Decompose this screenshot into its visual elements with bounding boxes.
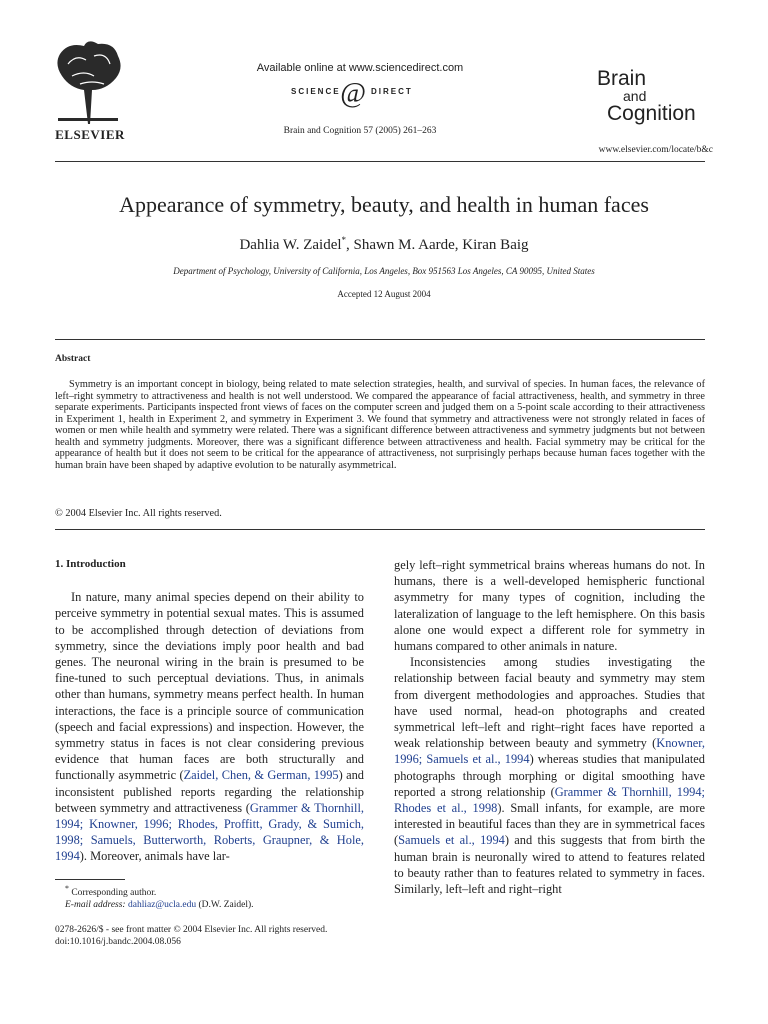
sd-logo-right: DIRECT (371, 87, 413, 96)
email-link[interactable]: dahliaz@ucla.edu (127, 900, 197, 911)
intro-text-segment: In nature, many animal species depend on their ability to perceive symmetry in potential sexual mates. This is assumed to be accomplished through detection of deviations from symmetry, since the deviations imply poor health and bad genes. The neuronal wiring in the brain is presumed to be fine-tuned to such perceptual deviations. Thus, in animals other than humans, symmetry means perfect health. In human interactions, the face is a principle source of communication (speech and facial expressions) and inspection. However, the symmetry status in faces is not clear considering previous evidence that human faces are both structurally and functionally asymmetric ( (55, 590, 364, 783)
section-heading: 1. Introduction (55, 558, 126, 570)
citation-link[interactable]: Grammer & Thornhill, 1994; Rhodes et al., 1998 (394, 784, 705, 816)
doi-line: doi:10.1016/j.bandc.2004.08.056 (55, 937, 181, 947)
sd-logo-left: SCIENCE (291, 87, 341, 96)
body-text-segment: ). Small infants, for example, are more interested in beautiful faces than they are in symmetrical faces ( (394, 801, 705, 848)
author-name: Dahlia W. Zaidel (239, 237, 342, 253)
svg-text:@: @ (340, 78, 366, 108)
abstract-bottom-rule (55, 529, 705, 530)
footnote-mark: * (65, 884, 69, 893)
footnote-rule (55, 879, 125, 880)
intro-text-segment: ). Moreover, animals have lar- (79, 849, 230, 864)
abstract-copyright: © 2004 Elsevier Inc. All rights reserved. (55, 508, 222, 519)
citation-link[interactable]: Knowner, 1996; Samuels et al., 1994 (394, 736, 705, 767)
available-online-text: Available online at www.sciencedirect.com (256, 62, 464, 74)
accepted-date: Accepted 12 August 2004 (337, 289, 431, 299)
abstract-top-rule (55, 339, 705, 340)
citation-link[interactable]: Zaidel, Chen, & German, 1995 (183, 768, 339, 783)
issn-line: 0278-2626/$ - see front matter © 2004 Elsevier Inc. All rights reserved. (55, 925, 328, 935)
affiliation: Department of Psychology, University of California, Los Angeles, Box 951563 Los Angeles, CA 90095, United States (173, 266, 595, 276)
body-text-segment: ) and this suggests that from birth the human brain is neuronally wired to attend to features related to beauty rather than to features related to symmetry in faces. Similarly, left–left and right–right (394, 833, 705, 897)
footnote-label: Corresponding author. (71, 888, 157, 899)
journal-logo-word-2: and (623, 88, 647, 104)
inconsistencies-paragraph (394, 654, 705, 897)
body-text-segment: Inconsistencies among studies investigating the relationship between facial beauty and symmetry may stem from divergent methodologies and approaches. Studies that have used normal, head-on photographs and created symmetrical left–left and right–right faces have reported a weak relationship between beauty and symmetry ( (394, 655, 705, 751)
elsevier-tree-logo-icon (50, 40, 126, 126)
intro-text-segment: ) and inconsistent published reports regarding the relationship between symmetry and attractiveness ( (55, 768, 365, 815)
continuation-paragraph: gely left–right symmetrical brains whereas humans do not. In humans, there is a well-developed hemispheric functional asymmetry for many types of cognition, including the lateralization of language to the left hemisphere. On this basis alone one would expect a different role for symmetry in humans compared to other animals in nature. (394, 558, 705, 654)
abstract-heading: Abstract (55, 354, 91, 364)
email-owner: (D.W. Zaidel). (198, 900, 254, 911)
bottom-info (55, 924, 385, 948)
body-right-column (394, 557, 705, 897)
author-separator: , (454, 237, 463, 253)
citation-link[interactable]: Grammer & Thornhill, 1994; Knowner, 1996; Rhodes, Proffitt, Grady, & Sumich, 1998; Samuels, Butterworth, Roberts, Graupner, & Hole, 1994 (55, 800, 364, 864)
sciencedirect-logo (285, 78, 445, 108)
journal-citation: Brain and Cognition 57 (2005) 261–263 (283, 126, 437, 136)
intro-paragraph (55, 589, 364, 864)
email-label: E-mail address: (65, 900, 126, 911)
body-left-column (55, 556, 364, 865)
journal-logo-word-1: Brain (597, 67, 647, 90)
corresponding-mark[interactable]: * (341, 235, 347, 245)
author-name: Kiran Baig (462, 237, 529, 253)
abstract-text: Symmetry is an important concept in biology, being related to mate selection strategies, health, and survival of species. In human faces, the relevance of left–right symmetry to attractiveness and health is not well understood. We compared the appearance of facial attractiveness, health, and symmetry in three separate experiments. Participants inspected front views of faces on the computer screen and judged them on a 5-point scale according to their attractiveness in Experiment 1, health in Experiment 2, and symmetry in Experiment 3. We found that symmetry and attractiveness were not strongly related in faces of women or men while health and symmetry were related. There was a significant difference between attractiveness and symmetry judgments but not between health and symmetry judgments. Moreover, there was a significant difference between attractiveness and health. Facial symmetry may be critical for the appearance of health but it does not seem to be critical for the appearance of attractiveness, not surprisingly perhaps because human faces together with the human brain have been shaped by adaptive evolution to be naturally asymmetrical. (55, 379, 705, 471)
publisher-name: ELSEVIER (55, 127, 125, 142)
author-separator: , (346, 237, 354, 253)
citation-link[interactable]: Samuels et al., 1994 (398, 833, 505, 848)
body-text-segment: ) whereas studies that manipulated photographs through morphing or digital smoothing have reported a strong relationship ( (394, 752, 705, 799)
author-list (0, 235, 768, 254)
footnote (55, 883, 365, 911)
article-title: Appearance of symmetry, beauty, and health in human faces (119, 192, 649, 217)
journal-url-link[interactable]: www.elsevier.com/locate/b&c (598, 145, 713, 155)
journal-logo (597, 68, 696, 124)
journal-logo-word-3: Cognition (607, 102, 696, 125)
header-rule (55, 161, 705, 162)
author-name: Shawn M. Aarde (353, 237, 455, 253)
